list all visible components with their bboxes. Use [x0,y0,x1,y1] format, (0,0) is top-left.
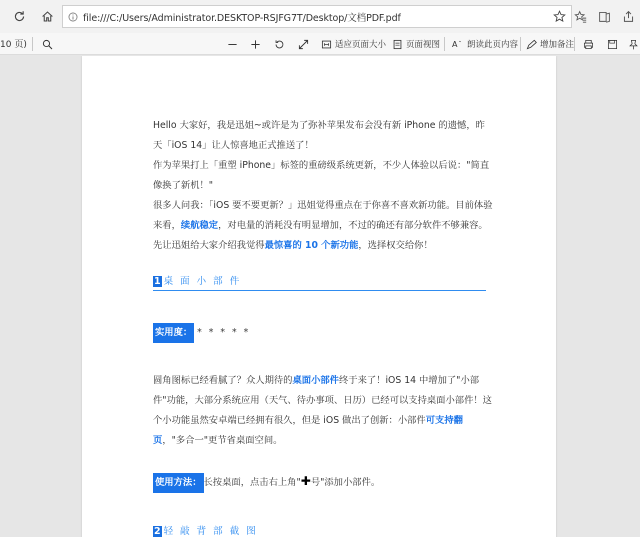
section-heading-1 [153,273,486,291]
highlight-text: 最惊喜的 10 个新功能 [264,240,359,251]
rotate-icon[interactable] [271,35,287,53]
search-icon[interactable] [38,35,56,53]
toolbar-divider [574,37,575,51]
section-title: 桌 面 小 部 件 [163,276,242,287]
save-icon[interactable] [604,35,620,53]
read-aloud-label: 朗读此页内容 [467,40,519,50]
intro-text: 很多人问我：「iOS 要不要更新？」迅姐觉得重点在于你喜不喜欢新功能。目前体验来看， [153,200,493,231]
plus-icon: ✚ [300,474,311,488]
body-paragraph-1 [153,371,493,451]
fit-page-button[interactable] [321,35,386,53]
usage-label: 使用方法： [153,473,204,493]
rating-stars: * * * * * [197,327,251,338]
body-text: 终于来了！iOS 14 中增加了"小部件"功能，大部分系统应用（天气、待办事项、日历）已经可以支持桌面小部件！这个小功能虽然安卓端已经拥有很久，但是 iOS 做出了创新：小部件 [153,375,492,426]
body-text: 圆角图标已经看腻了？众人期待的 [153,375,293,386]
fit-page-icon [321,39,332,50]
add-note-icon [526,39,537,50]
usage-text: 号"添加小部件。 [310,477,381,488]
body-text: ，"多合一"更节省桌面空间。 [162,435,283,446]
section-title: 轻 敲 背 部 截 图 [163,526,258,537]
info-icon[interactable] [63,12,83,22]
add-note-button[interactable] [526,35,574,53]
refresh-icon[interactable] [6,4,32,30]
pdf-toolbar [0,33,640,55]
pin-icon[interactable] [626,35,640,53]
section-number: 1 [154,276,161,287]
zoom-in-icon[interactable] [247,35,263,53]
section-heading-2 [153,523,486,537]
section-number: 2 [154,526,161,537]
reading-list-icon[interactable] [592,4,616,30]
highlight-text: 桌面小部件 [292,375,339,386]
highlight-text: 可支持翻页 [153,415,463,446]
read-aloud-icon [452,39,464,50]
practical-rating [153,323,493,343]
share-icon[interactable] [616,4,640,30]
practical-label: 实用度： [153,323,194,343]
toolbar-divider [444,37,445,51]
intro-paragraph-1: Hello 大家好，我是迅姐~或许是为了弥补苹果发布会没有新 iPhone 的遗憾，昨天「iOS 14」让人惊喜地正式推送了！ [153,120,485,151]
usage-paragraph [153,471,493,493]
add-note-label: 增加备注 [540,40,575,50]
svg-text:A: A [452,39,458,49]
intro-text: ，对电量的消耗没有明显增加，不过的确还有部分软件不够兼容。先让迅姐给大家介绍我觉得 [153,220,488,251]
page-view-button[interactable] [392,35,440,53]
browser-right-icons [568,0,640,33]
intro-paragraph-3 [153,196,493,256]
usage-text: 长按桌面，点击右上角" [203,477,301,488]
intro-paragraph-2: 作为苹果打上「重塑 iPhone」标签的重磅级系统更新，不少人体验以后说："简直像换了新机！" [153,160,490,191]
address-bar[interactable] [62,5,572,28]
toolbar-divider [520,37,521,51]
home-icon[interactable] [34,4,60,30]
read-aloud-button[interactable] [452,35,518,53]
pdf-page [82,56,556,537]
zoom-out-icon[interactable] [224,35,240,53]
page-view-icon [392,39,403,50]
favorites-icon[interactable] [568,4,592,30]
toolbar-divider [32,37,33,51]
document-viewport[interactable] [0,56,640,537]
print-icon[interactable] [580,35,596,53]
page-view-label: 页面视图 [406,40,441,50]
page-count: 10 页) [0,40,27,50]
intro-text: ，选择权交给你！ [358,240,433,251]
highlight-text: 续航稳定 [180,220,219,231]
fullscreen-icon[interactable] [295,35,311,53]
fit-page-label: 适应页面大小 [335,40,387,50]
browser-address-row [0,0,640,33]
url-text[interactable]: file:///C:/Users/Administrator.DESKTOP-RSJFG7T/Desktop/文档PDF.pdf [83,12,401,24]
